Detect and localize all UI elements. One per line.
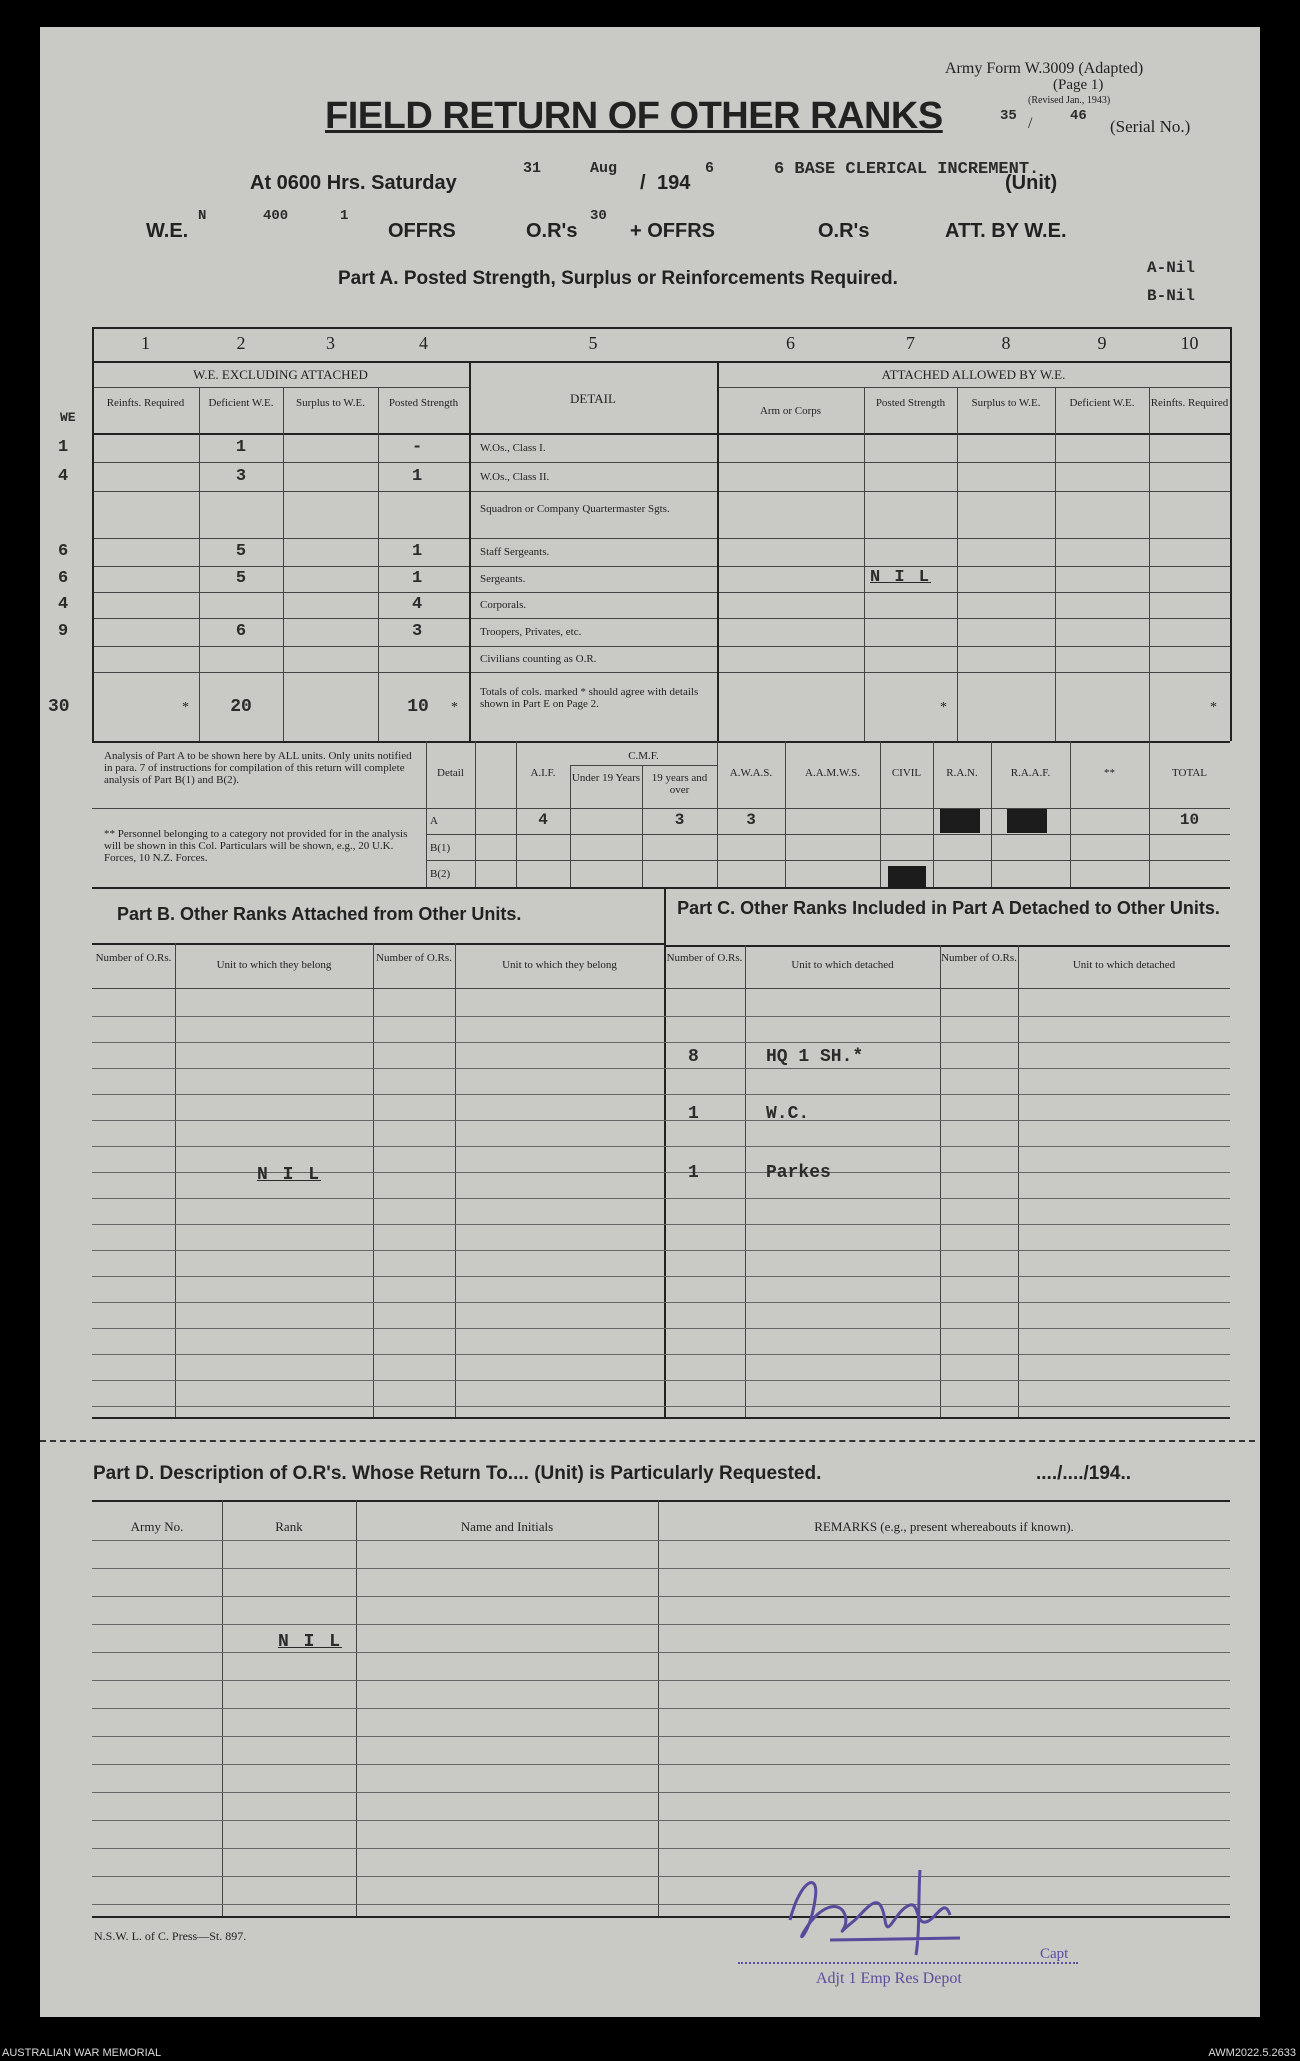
- group-we-excluding: W.E. EXCLUDING ATTACHED: [193, 367, 368, 382]
- analysis-ran: R.A.N.: [946, 767, 978, 779]
- caption-left: AUSTRALIAN WAR MEMORIAL: [2, 2047, 162, 2059]
- row-posted: 3: [412, 622, 423, 641]
- star-mark: *: [1210, 700, 1217, 715]
- row-detail: Sergeants.: [480, 573, 526, 585]
- redaction-block: [888, 866, 926, 888]
- totals-posted: 10: [407, 697, 429, 717]
- we-margin-label: WE: [60, 410, 76, 425]
- ors-label-2: O.R's: [818, 220, 870, 242]
- analysis-a-total: 10: [1179, 811, 1200, 829]
- row-posted: 1: [412, 542, 423, 561]
- header-deficient-we: Deficient W.E.: [208, 397, 274, 409]
- page-number: (Page 1): [1053, 77, 1104, 93]
- header-reinfts-required: Reinfts. Required: [106, 397, 185, 409]
- part-d-date: ..../..../194..: [1036, 1463, 1132, 1484]
- header-posted-strength: Posted Strength: [388, 397, 459, 409]
- analysis-aamws: A.A.M.W.S.: [805, 767, 860, 779]
- signature-title: Adjt 1 Emp Res Depot: [816, 1970, 962, 1987]
- row-deficient: 6: [235, 622, 247, 641]
- ors-count: 30: [590, 208, 607, 224]
- row-detail: Troopers, Privates, etc.: [480, 626, 582, 638]
- redaction-block: [1007, 809, 1047, 833]
- row-margin-count: 9: [58, 622, 69, 641]
- part-b-nil: N I L: [257, 1165, 322, 1185]
- row-deficient: 1: [235, 437, 247, 457]
- star-mark: *: [940, 700, 947, 715]
- date-month: Aug: [590, 160, 618, 177]
- row-detail: W.Os., Class I.: [480, 441, 546, 454]
- analysis-awas: A.W.A.S.: [729, 767, 773, 779]
- row-posted: 4: [412, 595, 423, 614]
- analysis-cmf: C.M.F.: [628, 750, 659, 762]
- part-c-unit-header: Unit to which detached: [791, 959, 894, 971]
- part-d-title: Part D. Description of O.R's. Whose Return To.... (Unit) is Particularly Requested.: [93, 1463, 822, 1484]
- row-deficient: 5: [235, 569, 247, 588]
- part-c-num-header: Number of O.Rs.: [666, 952, 743, 964]
- a-nil: A-Nil: [1147, 259, 1196, 277]
- offrs-label: OFFRS: [388, 220, 456, 242]
- row-deficient: 3: [235, 466, 247, 486]
- part-d-remarks: REMARKS (e.g., present whereabouts if known).: [814, 1519, 1074, 1534]
- analysis-total: TOTAL: [1172, 767, 1207, 779]
- column-number: 6: [786, 333, 795, 353]
- analysis-note: Analysis of Part A to be shown here by ALL units. Only units notified in para. 7 of instructions for compilation of this return will complete analysis of Part B(1) and B(2).: [104, 750, 412, 786]
- part-c-num: 1: [688, 1163, 699, 1183]
- form-sheet: [40, 27, 1260, 2017]
- date-day: 31: [523, 160, 542, 177]
- unit-label: (Unit): [1005, 172, 1058, 194]
- at-time-label: At 0600 Hrs. Saturday: [250, 172, 457, 194]
- part-c-unit: HQ 1 SH.*: [766, 1047, 864, 1067]
- caption-right: AWM2022.5.2633: [1208, 2047, 1296, 2059]
- serial-b: 46: [1070, 108, 1087, 124]
- group-attached-allowed: ATTACHED ALLOWED BY W.E.: [881, 367, 1066, 382]
- analysis-over19: 19 years and over: [651, 772, 708, 796]
- part-c-unit: Parkes: [766, 1163, 831, 1183]
- analysis-row-b1: B(1): [430, 842, 451, 854]
- totals-deficient: 20: [230, 697, 252, 717]
- part-d-nil: N I L: [278, 1632, 343, 1652]
- analysis-civil: CIVIL: [891, 767, 922, 779]
- printer-imprint: N.S.W. L. of C. Press—St. 897.: [94, 1929, 247, 1943]
- part-c-unit-header-2: Unit to which detached: [1072, 959, 1176, 971]
- header-surplus-att: Surplus to W.E.: [971, 397, 1041, 409]
- row-detail: W.Os., Class II.: [480, 470, 550, 483]
- signature-rank: Capt: [1040, 1946, 1069, 1962]
- header-surplus-we: Surplus to W.E.: [295, 397, 366, 409]
- column-number: 10: [1180, 333, 1199, 353]
- analysis-row-a: A: [430, 815, 438, 827]
- we-label: W.E.: [146, 220, 189, 242]
- offrs-count: 1: [340, 208, 349, 224]
- row-margin-count: 6: [58, 542, 69, 561]
- star-mark: *: [182, 700, 189, 715]
- part-d-rank: Rank: [275, 1519, 303, 1534]
- row-margin-count: 4: [58, 595, 69, 614]
- header-deficient-att: Deficient W.E.: [1069, 397, 1135, 409]
- redaction-block: [940, 809, 980, 833]
- part-b-num-header: Number of O.Rs.: [95, 952, 172, 964]
- analysis-a-over19: 3: [674, 811, 685, 829]
- row-detail: Squadron or Company Quartermaster Sgts.: [480, 502, 670, 515]
- part-d-army-no: Army No.: [130, 1519, 184, 1534]
- analysis-detail-header: Detail: [437, 767, 464, 779]
- row-detail: Civilians counting as O.R.: [480, 653, 597, 665]
- signature-scribble: [770, 1860, 980, 1970]
- part-c-unit: W.C.: [766, 1104, 810, 1124]
- b-nil: B-Nil: [1147, 287, 1196, 305]
- star-mark: *: [451, 700, 458, 715]
- analysis-a-awas: 3: [746, 811, 756, 829]
- header-posted-strength-att: Posted Strength: [875, 397, 946, 409]
- column-number: 8: [1001, 333, 1011, 353]
- row-posted: 1: [412, 466, 423, 486]
- analysis-a-aif: 4: [538, 811, 548, 829]
- column-number: 9: [1097, 333, 1107, 353]
- row-margin-count: 1: [58, 437, 69, 457]
- form-id: Army Form W.3009 (Adapted): [945, 60, 1144, 77]
- att-label: ATT. BY W.E.: [945, 220, 1067, 242]
- analysis-aif: A.I.F.: [530, 767, 556, 779]
- analysis-under19: Under 19 Years: [571, 772, 641, 784]
- part-c-num: 1: [688, 1104, 699, 1124]
- analysis-note-other: ** Personnel belonging to a category not provided for in the analysis will be shown in this Col. Particulars will be shown, e.g., 20 U.K. Forces, 10 N.Z. Forces.: [104, 828, 408, 864]
- year-prefix: 194: [657, 172, 691, 194]
- column-number: 2: [236, 333, 246, 353]
- unit-name: 6 BASE CLERICAL INCREMENT.: [774, 160, 1040, 179]
- part-a-title: Part A. Posted Strength, Surplus or Reinforcements Required.: [338, 268, 898, 289]
- part-d-name: Name and Initials: [460, 1519, 554, 1534]
- analysis-row-b2: B(2): [430, 868, 451, 880]
- part-b-unit-header: Unit to which they belong: [216, 959, 332, 971]
- year-digit: 6: [705, 160, 715, 177]
- we-number: 400: [263, 208, 289, 224]
- revised-note: (Revised Jan., 1943): [1028, 95, 1111, 106]
- attached-nil: N I L: [870, 568, 932, 587]
- part-c-num-header-2: Number of O.Rs.: [941, 952, 1017, 964]
- part-b-num-header-2: Number of O.Rs.: [376, 952, 452, 964]
- row-margin-count: 6: [58, 569, 69, 588]
- detail-header: DETAIL: [570, 391, 616, 406]
- we-n: N: [198, 208, 207, 224]
- header-arm-corps: Arm or Corps: [759, 405, 822, 417]
- column-number: 4: [419, 333, 428, 353]
- part-b-unit-header-2: Unit to which they belong: [502, 959, 617, 971]
- column-number: 5: [588, 333, 598, 353]
- row-detail: Staff Sergeants.: [480, 546, 550, 558]
- totals-note: Totals of cols. marked * should agree with details shown in Part E on Page 2.: [480, 686, 699, 710]
- row-deficient: 5: [235, 542, 247, 561]
- row-posted: -: [412, 437, 423, 457]
- row-posted: 1: [412, 569, 423, 588]
- serial-label: (Serial No.): [1110, 117, 1191, 136]
- column-number: 7: [906, 333, 915, 353]
- part-c-num: 8: [688, 1047, 699, 1067]
- serial-a: 35: [1000, 108, 1017, 124]
- ors-label: O.R's: [526, 220, 578, 242]
- form-title: FIELD RETURN OF OTHER RANKS: [325, 95, 943, 137]
- column-number: 1: [141, 333, 150, 353]
- analysis-raaf: R.A.A.F.: [1010, 767, 1051, 779]
- part-b-title: Part B. Other Ranks Attached from Other Units.: [117, 904, 522, 924]
- analysis-other: **: [1104, 767, 1115, 779]
- row-margin-count: 4: [58, 466, 69, 486]
- column-number: 3: [326, 333, 335, 353]
- plus-offrs-label: + OFFRS: [630, 220, 716, 242]
- header-reinfts-att: Reinfts. Required: [1150, 397, 1229, 409]
- part-c-title: Part C. Other Ranks Included in Part A Detached to Other Units.: [677, 898, 1220, 918]
- totals-margin: 30: [48, 697, 70, 717]
- row-detail: Corporals.: [480, 599, 527, 611]
